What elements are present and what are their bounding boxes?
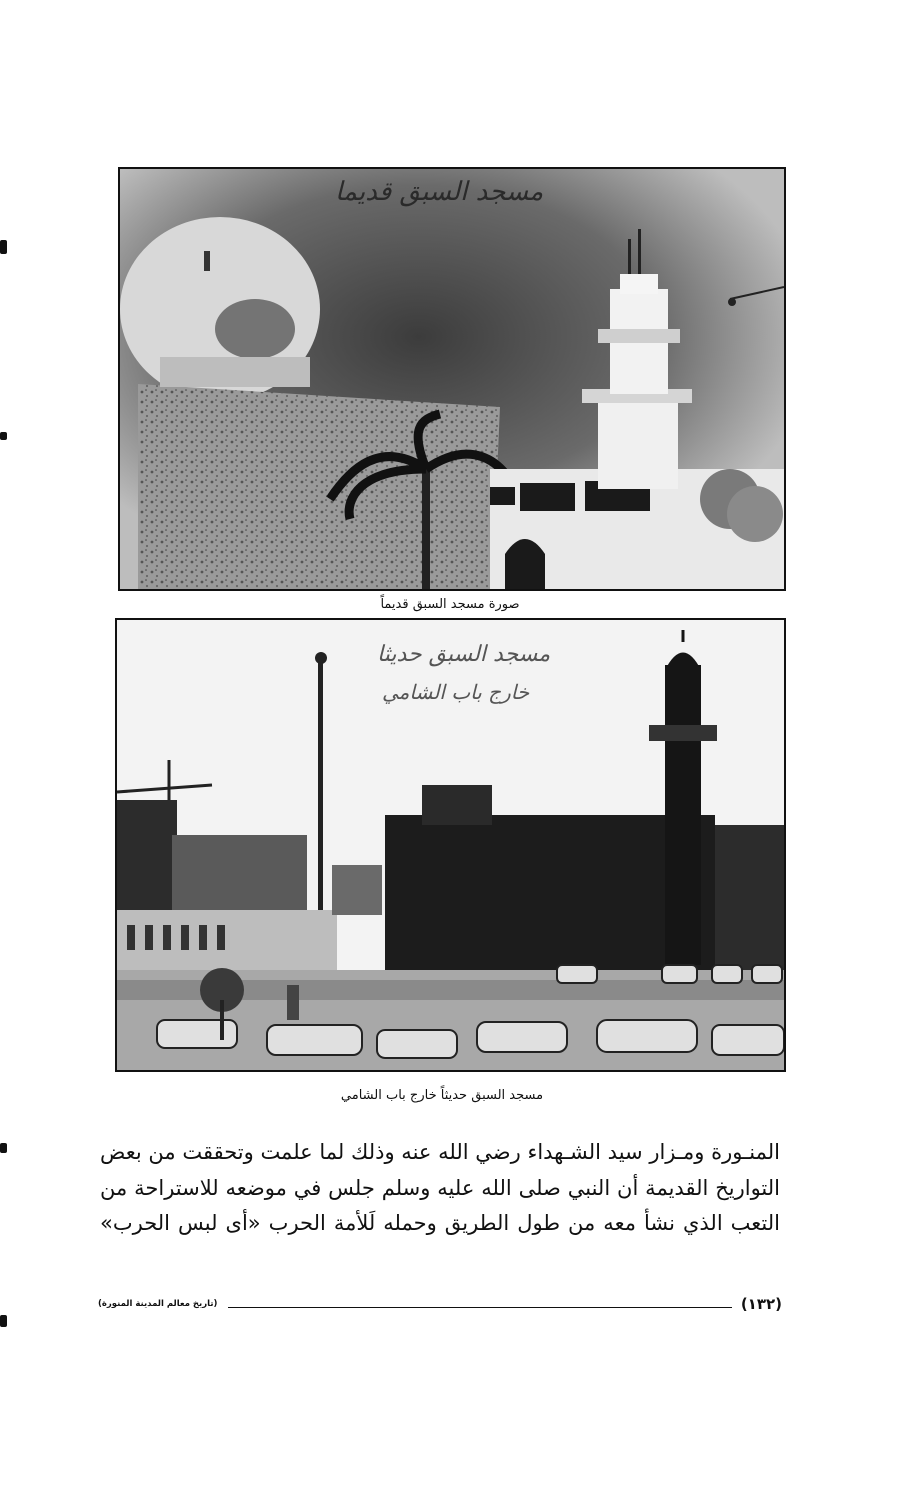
old-photo-caption: صورة مسجد السبق قديماً	[380, 597, 520, 612]
new-mosque-photo	[115, 618, 786, 1072]
body-line: التواريخ القديمة أن النبي صلى الله عليه وسلم جلس في موضعه للاستراحة من	[100, 1175, 780, 1200]
scan-mark	[0, 432, 7, 440]
scan-mark	[0, 1143, 7, 1153]
scan-mark	[0, 1315, 7, 1327]
footer-rule	[228, 1307, 732, 1308]
new-photo-handwriting-line-2: خارج باب الشامي	[382, 680, 530, 704]
body-paragraph	[100, 1135, 780, 1242]
scan-mark	[0, 240, 7, 254]
page-number: (١٣٢)	[740, 1295, 782, 1313]
old-mosque-photo	[118, 167, 786, 591]
page-footer	[98, 1297, 782, 1317]
body-line: التعب الذي نشأ معه من طول الطريق وحمله لَلأمة الحرب «أى لبس الحرب»	[100, 1211, 780, 1236]
new-photo-handwriting-line-1: مسجد السبق حديثا	[377, 642, 551, 667]
footer-book-title: (تاريخ معالم المدينة المنورة)	[98, 1299, 218, 1309]
new-photo-caption: مسجد السبق حديثاً خارج باب الشامي	[340, 1088, 544, 1103]
body-line: المنـورة ومـزار سيد الشـهداء رضي الله عنه وذلك لما علمت وتحققت من بعض	[100, 1140, 780, 1164]
old-photo-handwriting: مسجد السبق قديما	[335, 177, 544, 207]
